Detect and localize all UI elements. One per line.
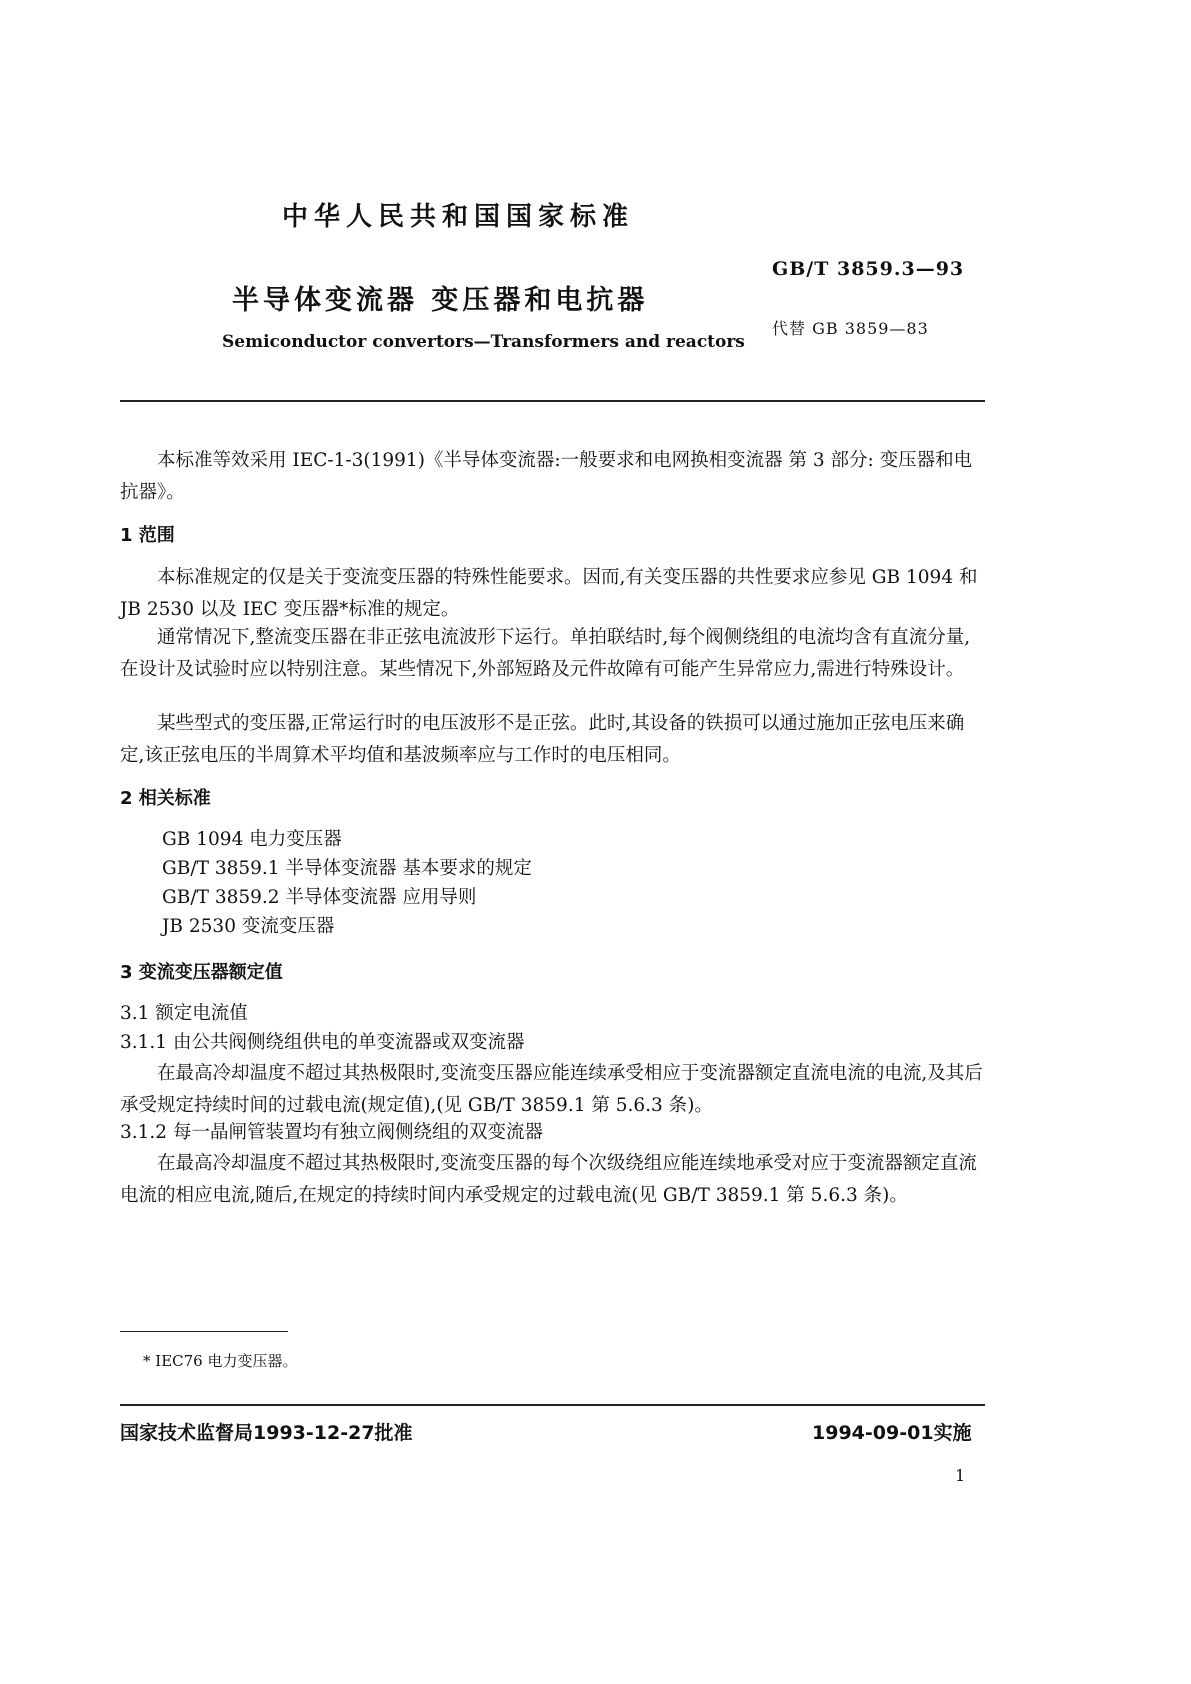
reference-item: JB 2530 变流变压器 [162,916,335,937]
document-title-cn: 半导体变流器 变压器和电抗器 [232,285,649,316]
document-title-en: Semiconductor convertors—Transformers and reactors [222,332,745,352]
reference-item: GB/T 3859.1 半导体变流器 基本要求的规定 [162,858,532,879]
header-divider [120,400,985,402]
page-number: 1 [955,1466,966,1485]
subsection-3-1-heading: 3.1 额定电流值 [120,1003,248,1024]
footer-divider [120,1404,985,1406]
national-standard-title: 中华人民共和国国家标准 [282,202,635,232]
reference-item: GB 1094 电力变压器 [162,829,342,850]
section-1-paragraph-3: 某些型式的变压器,正常运行时的电压波形不是正弦。此时,其设备的铁损可以通过施加正弦电压来确定,该正弦电压的半周算术平均值和基波频率应与工作时的电压相同。 [120,713,965,766]
replaces-note: 代替 GB 3859—83 [772,319,929,338]
intro-paragraph: 本标准等效采用 IEC-1-3(1991)《半导体变流器:一般要求和电网换相变流器 第 3 部分: 变压器和电抗器》。 [120,450,973,503]
effective-date-statement: 1994-09-01实施 [812,1422,972,1444]
subsection-3-1-2-text: 在最高冷却温度不超过其热极限时,变流变压器的每个次级绕组应能连续地承受对应于变流器额定直流电流的相应电流,随后,在规定的持续时间内承受规定的过载电流(见 GB/T 3859.1 第 5.6.3 条)。 [120,1153,977,1206]
section-1-paragraph-1: 本标准规定的仅是关于变流变压器的特殊性能要求。因而,有关变压器的共性要求应参见 GB 1094 和 JB 2530 以及 IEC 变压器*标准的规定。 [120,567,978,620]
section-3-heading: 3 变流变压器额定值 [120,962,283,983]
footnote: * IEC76 电力变压器。 [143,1352,298,1370]
approval-statement: 国家技术监督局1993-12-27批准 [120,1422,413,1444]
section-2-heading: 2 相关标准 [120,788,211,809]
subsection-3-1-1-heading: 3.1.1 由公共阀侧绕组供电的单变流器或双变流器 [120,1032,525,1053]
footnote-divider [120,1331,288,1332]
subsection-3-1-2-heading: 3.1.2 每一晶闸管装置均有独立阀侧绕组的双变流器 [120,1122,543,1143]
reference-item: GB/T 3859.2 半导体变流器 应用导则 [162,887,477,908]
section-1-heading: 1 范围 [120,525,175,546]
subsection-3-1-1-text: 在最高冷却温度不超过其热极限时,变流变压器应能连续承受相应于变流器额定直流电流的电流,及其后承受规定持续时间的过载电流(规定值),(见 GB/T 3859.1 第 5.6.3 条)。 [120,1063,983,1116]
standard-code: GB/T 3859.3—93 [772,258,965,280]
section-1-paragraph-2: 通常情况下,整流变压器在非正弦电流波形下运行。单拍联结时,每个阀侧绕组的电流均含有直流分量,在设计及试验时应以特别注意。某些情况下,外部短路及元件故障有可能产生异常应力,需进行特殊设计。 [120,627,971,680]
